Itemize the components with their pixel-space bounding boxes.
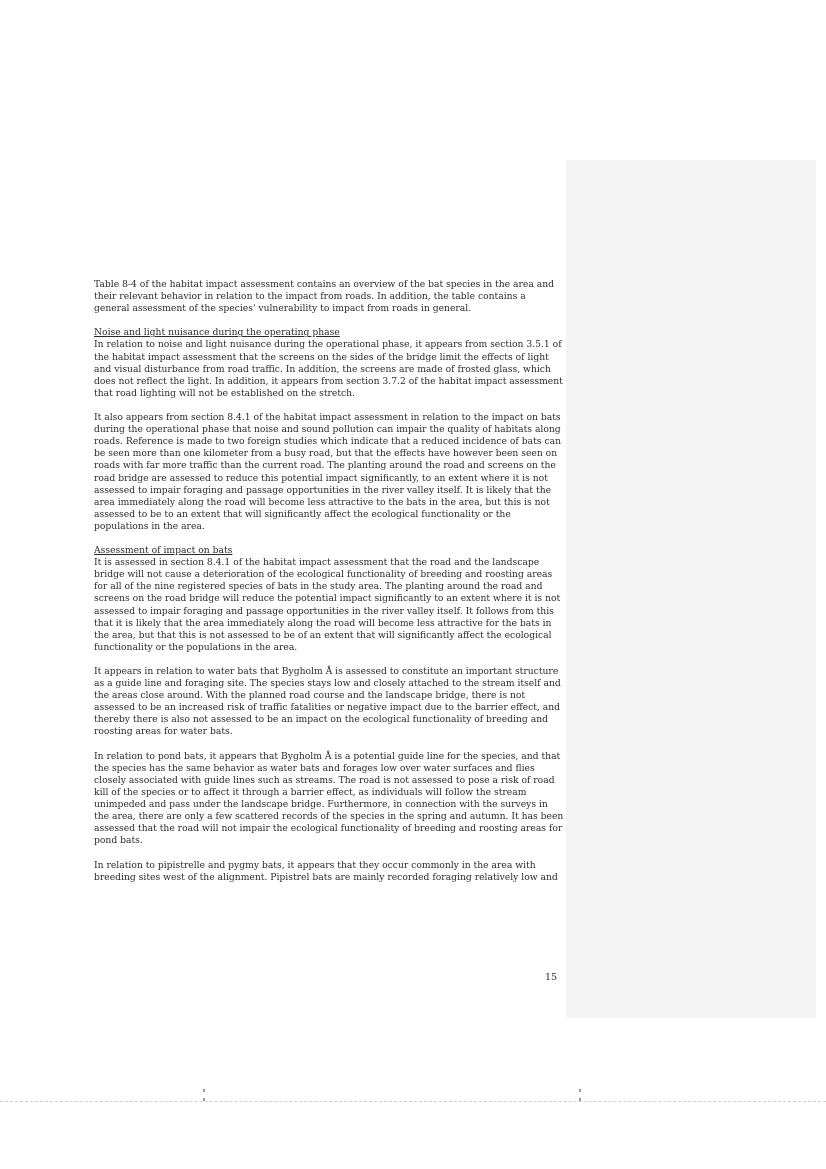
section-heading-assessment-bats: Assessment of impact on bats [94, 545, 233, 557]
paragraph-7-text: In relation to pipistrelle and pygmy bats, it appears that they occur commonly in the area with breeding sites west of the alignment. Pipistrel bats are mainly recorded foraging relatively low and [94, 859, 558, 883]
paragraph-5 [94, 666, 564, 739]
paragraph-2-text: In relation to noise and light nuisance during the operational phase, it appears from section 3.5.1 of the habitat impact assessment that the screens on the sides of the bridge limit the effects of light and visual disturbance from road traffic. In addition, the screens are made of frosted glass, which does not reflect the light. In addition, it appears from section 3.7.2 of the habitat impact assessment that road lighting will not be established on the stretch. [94, 339, 563, 399]
scan-tick-right-upper [579, 1089, 581, 1092]
paragraph-1-text: Table 8-4 of the habitat impact assessment contains an overview of the bat species in the area and their relevant behavior in relation to the impact from roads. In addition, the table contains a general assessment of the species' vulnerability to impact from roads in general. [94, 279, 554, 315]
paragraph-6-text: In relation to pond bats, it appears that Bygholm Å is a potential guide line for the species, and that the species has the same behavior as water bats and forages low over water surfaces and flies closely associated with guide lines such as streams. The road is not assessed to pose a risk of road kill of the species or to affect it through a barrier effect, as individuals will follow the stream unimpeded and pass under the landscape bridge. Furthermore, in connection with the surveys in the area, there are only a few scattered records of the species in the spring and autumn. It has been assessed that the road will not impair the ecological functionality of breeding and roosting areas for pond bats. [94, 750, 564, 847]
paragraph-3 [94, 412, 564, 533]
scan-tick-right-lower [579, 1098, 581, 1101]
paragraph-2 [94, 327, 564, 400]
section-heading-noise-light: Noise and light nuisance during the operating phase [94, 327, 340, 339]
scan-tick-left-upper [203, 1089, 205, 1092]
paragraph-6 [94, 751, 564, 848]
paragraph-3-text: It also appears from section 8.4.1 of the habitat impact assessment in relation to the impact on bats during the operational phase that noise and sound pollution can impair the quality of habitats along roads. Reference is made to two foreign studies which indicate that a reduced incidence of bats can be seen more than one kilometer from a busy road, but that the effects have however been seen on roads with far more traffic than the current road. The planting around the road and screens on the road bridge are assessed to reduce this potential impact significantly, to an extent where it is not assessed to impair foraging and passage opportunities in the river valley itself. It is likely that the area immediately along the road will become less attractive to the bats in the area, but this is not assessed to be to an extent that will significantly affect the ecological functionality or the populations in the area. [94, 412, 561, 532]
page-number: 15 [545, 972, 558, 983]
paragraph-1 [94, 279, 564, 315]
paragraph-5-text: It appears in relation to water bats that Bygholm Å is assessed to constitute an important structure as a guide line and foraging site. The species stays low and closely attached to the stream itself and the areas close around. With the planned road course and the landscape bridge, there is not assessed to be an increased risk of traffic fatalities or negative impact due to the barrier effect, and thereby there is also not assessed to be an impact on the ecological functionality of breeding and roosting areas for water bats. [94, 666, 561, 738]
scan-bottom-rule [0, 1101, 826, 1102]
paragraph-4-text: It is assessed in section 8.4.1 of the habitat impact assessment that the road and the landscape bridge will not cause a deterioration of the ecological functionality of breeding and roosting areas for all of the nine registered species of bats in the study area. The planting around the road and screens on the road bridge will reduce the potential impact significantly to an extent where it is not assessed to impair foraging and passage opportunities in the river valley itself. It follows from this that it is likely that the area immediately along the road will become less attractive for the bats in the area, but that this is not assessed to be of an extent that will significantly affect the ecological functionality or the populations in the area. [94, 557, 561, 653]
paragraph-7 [94, 860, 564, 884]
document-body [94, 279, 564, 896]
scan-shade [566, 160, 816, 1018]
paragraph-4 [94, 545, 564, 654]
scan-tick-left-lower [203, 1098, 205, 1101]
